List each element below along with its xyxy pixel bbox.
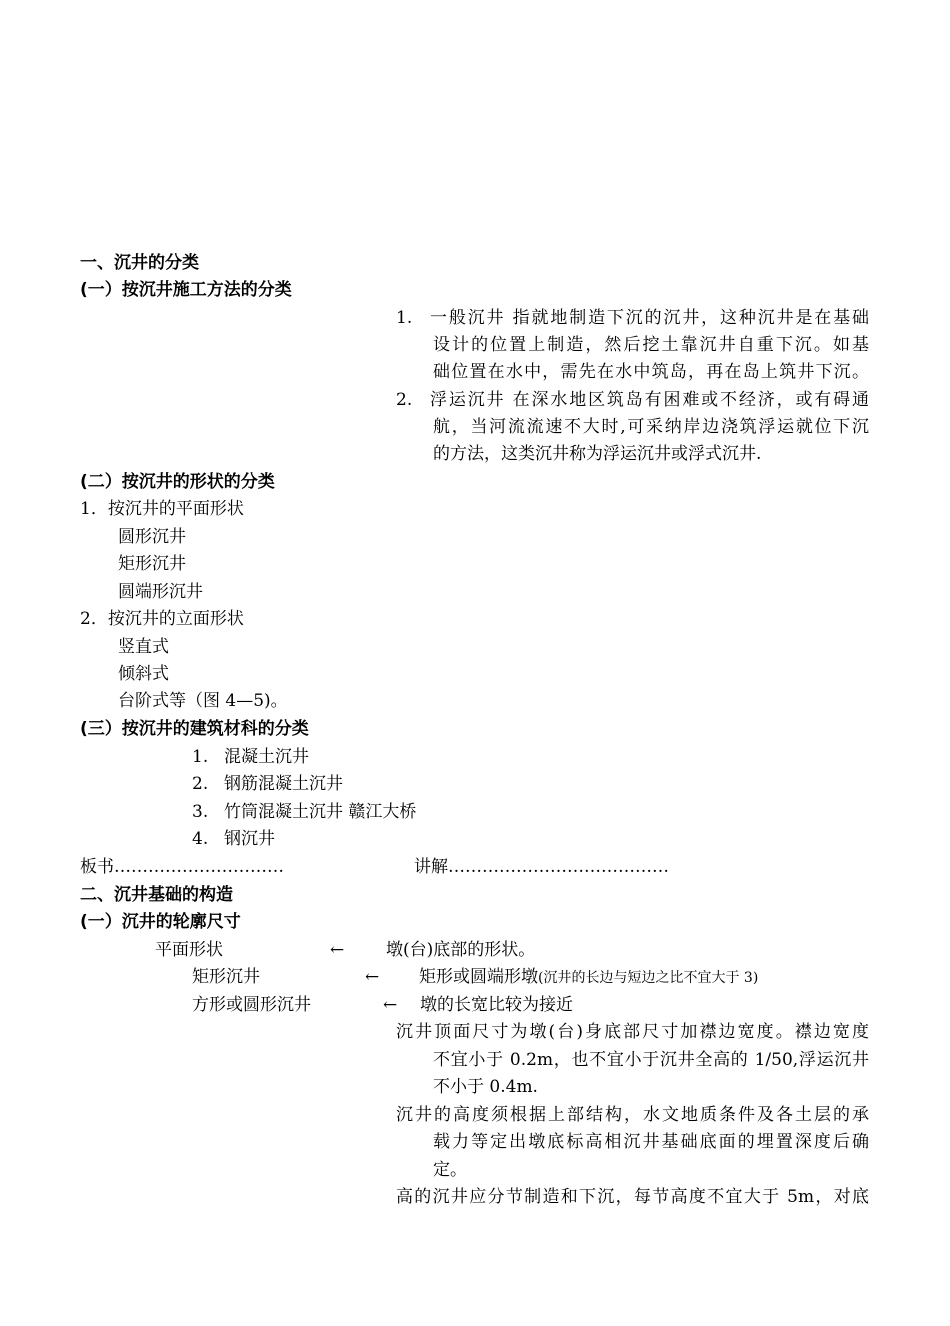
paragraph-line: 载力等定出墩底标高相沉井基础底面的埋置深度后确 bbox=[433, 1132, 869, 1152]
list-item: 混凝土沉井 bbox=[224, 747, 309, 767]
list-item-text: 设计的位置上制造，然后挖土靠沉井自重下沉。如基 bbox=[433, 335, 869, 355]
list-item-text: 的方法，这类沉井称为浮运沉井或浮式沉井. bbox=[433, 444, 762, 464]
paragraph-line: 高的沉井应分节制造和下沉，每节高度不宜大于 5m，对底 bbox=[396, 1187, 869, 1207]
elevation-shape-label: 2．按沉井的立面形状 bbox=[80, 609, 244, 629]
list-item: 钢筋混凝土沉井 bbox=[224, 774, 343, 794]
subheading-by-shape: (二）按沉井的形状的分类 bbox=[80, 472, 275, 492]
list-item: 圆形沉井 bbox=[118, 527, 186, 547]
list-item: 台阶式等（图 4—5)。 bbox=[118, 691, 288, 711]
row-note: (沉井的长边与短边之比不宜大于 3) bbox=[538, 970, 759, 986]
row-left: 方形或圆形沉井 bbox=[192, 995, 311, 1015]
list-item: 圆端形沉井 bbox=[118, 582, 203, 602]
list-number: 2. bbox=[192, 774, 209, 794]
list-item-text: 础位置在水中，需先在水中筑岛，再在岛上筑井下沉。 bbox=[433, 362, 869, 382]
explanation-notes: 讲解………………………………… bbox=[414, 857, 669, 877]
row-right-text: 矩形或圆端形墩 bbox=[419, 967, 538, 987]
list-number: 2. bbox=[396, 390, 413, 410]
paragraph-line: 沉井顶面尺寸为墩(台)身底部尺寸加襟边宽度。襟边宽度 bbox=[396, 1022, 869, 1042]
list-item-text: 航，当河流流速不大时,可采纳岸边浇筑浮运就位下沉 bbox=[433, 417, 869, 437]
paragraph-line: 不小于 0.4m. bbox=[433, 1077, 538, 1097]
arrow-left-icon: ← bbox=[365, 967, 380, 987]
list-number: 4. bbox=[192, 829, 209, 849]
row-right bbox=[419, 966, 758, 989]
heading-structure: 二、沉井基础的构造 bbox=[80, 885, 233, 905]
arrow-left-icon: ← bbox=[330, 940, 345, 960]
list-number: 1. bbox=[192, 747, 209, 767]
board-notes: 板书………………………… bbox=[80, 857, 284, 877]
list-item-text: 浮运沉井 在深水地区筑岛有困难或不经济，或有碍通 bbox=[430, 390, 869, 410]
row-left: 矩形沉井 bbox=[192, 967, 260, 987]
list-item: 矩形沉井 bbox=[118, 554, 186, 574]
paragraph-line: 不宜小于 0.2m，也不宜小于沉井全高的 1/50,浮运沉井 bbox=[433, 1050, 869, 1070]
row-left: 平面形状 bbox=[155, 940, 223, 960]
arrow-left-icon: ← bbox=[383, 995, 398, 1015]
paragraph-line: 沉井的高度须根据上部结构，水文地质条件及各土层的承 bbox=[396, 1105, 869, 1125]
list-item-text: 一般沉井 指就地制造下沉的沉井，这种沉井是在基础 bbox=[430, 308, 869, 328]
subheading-by-material: (三）按沉井的建筑材科的分类 bbox=[80, 719, 309, 739]
plan-shape-label: 1．按沉井的平面形状 bbox=[80, 499, 244, 519]
subheading-by-construction-method: (一）按沉井施工方法的分类 bbox=[80, 280, 292, 300]
paragraph-line: 定。 bbox=[433, 1160, 467, 1180]
list-number: 1. bbox=[396, 308, 413, 328]
row-right: 墩的长宽比较为接近 bbox=[420, 995, 573, 1015]
list-item: 竖直式 bbox=[118, 637, 169, 657]
subheading-outline-dimensions: (一）沉井的轮廓尺寸 bbox=[80, 912, 241, 932]
row-right: 墩(台)底部的形状。 bbox=[386, 940, 536, 960]
list-number: 3. bbox=[192, 802, 209, 822]
list-item: 倾斜式 bbox=[118, 664, 169, 684]
list-item: 钢沉井 bbox=[224, 829, 275, 849]
list-item: 竹筒混凝土沉井 赣江大桥 bbox=[224, 802, 417, 822]
heading-classification: 一、沉井的分类 bbox=[80, 253, 199, 273]
